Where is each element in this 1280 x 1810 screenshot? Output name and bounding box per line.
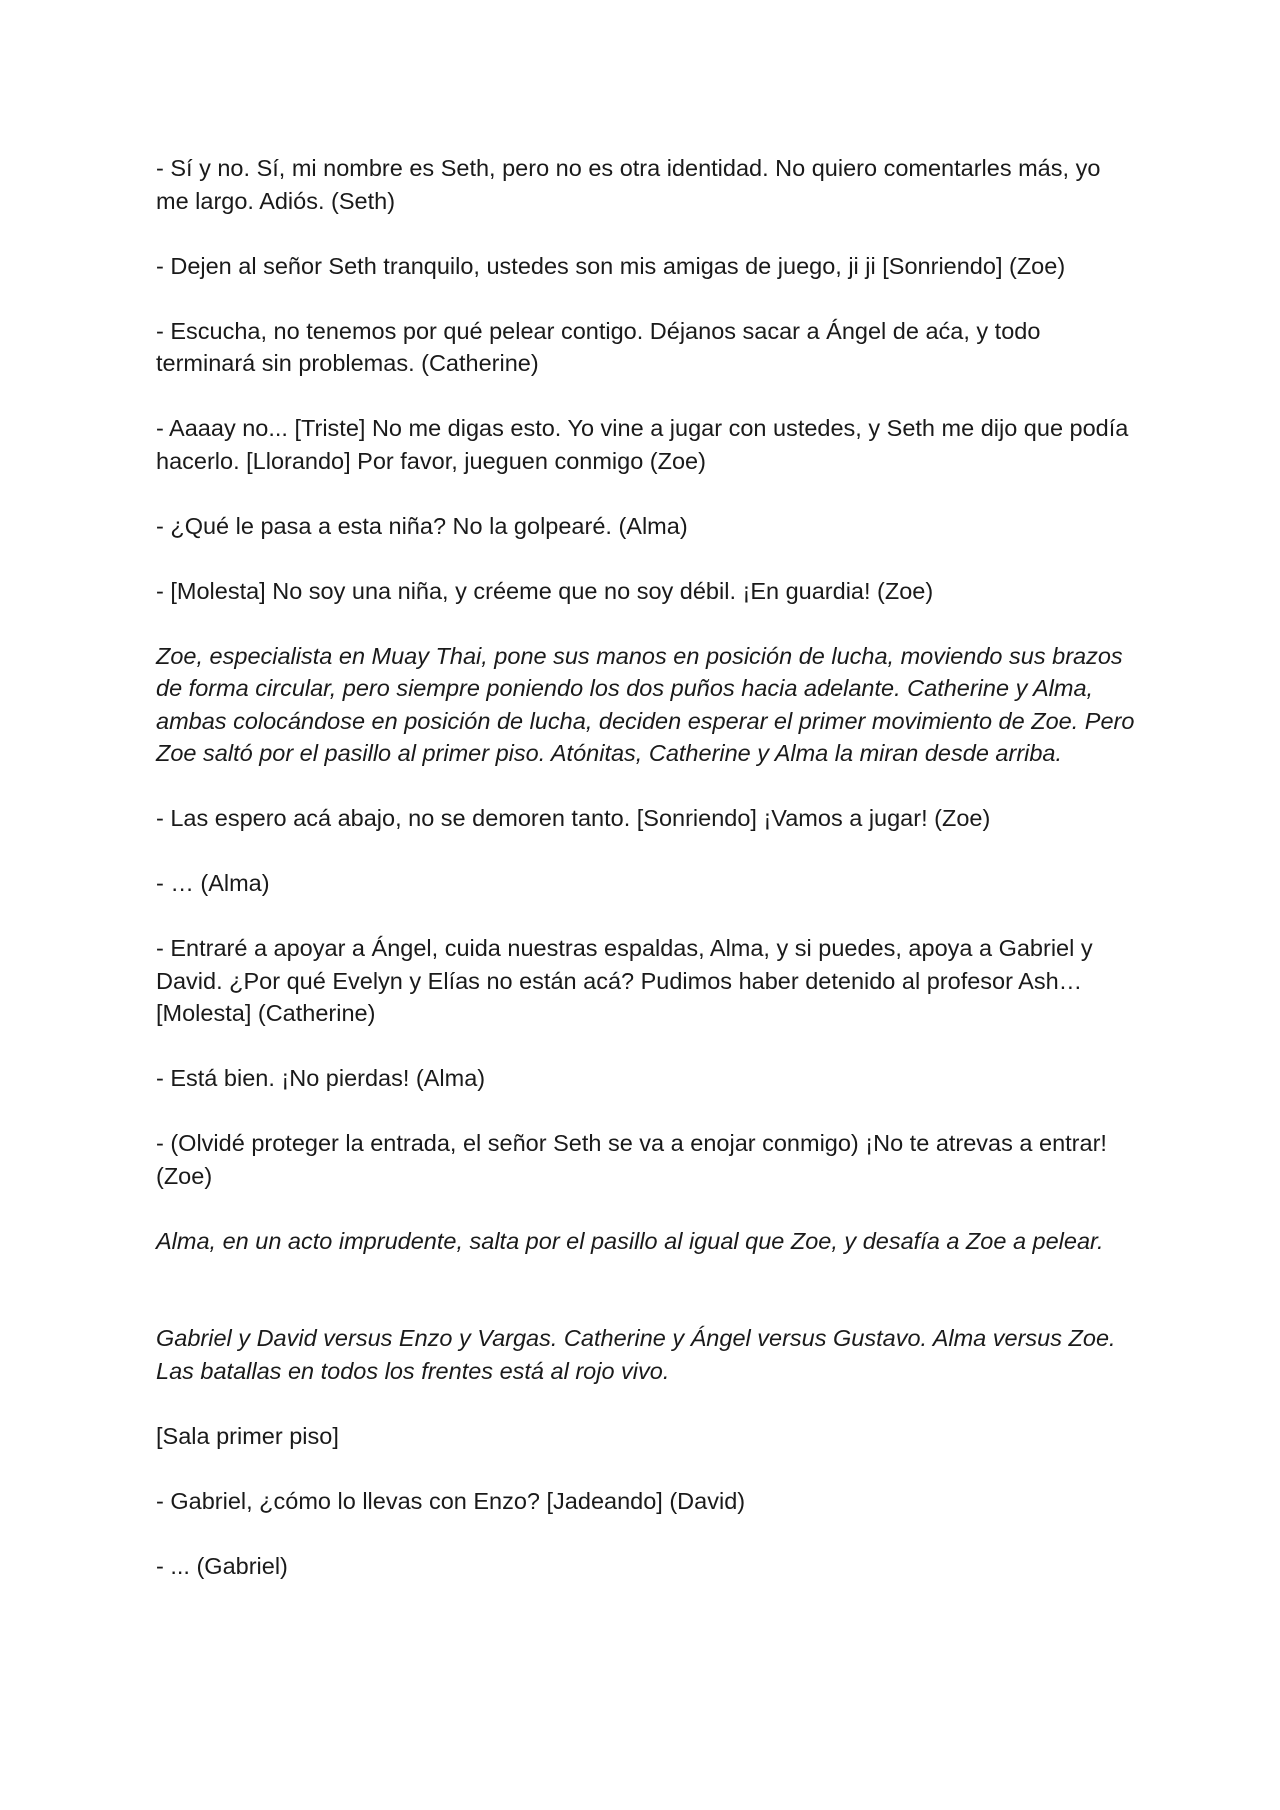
dialogue-paragraph: - Aaaay no... [Triste] No me digas esto. Yo vine a jugar con ustedes, y Seth me dijo que podía hacerlo. [Llorando] Por favor, jueguen conmigo (Zoe) (156, 415, 1129, 474)
narration-paragraph: Alma, en un acto imprudente, salta por el pasillo al igual que Zoe, y desafía a Zoe a pelear. (156, 1227, 1104, 1254)
dialogue-paragraph: - Escucha, no tenemos por qué pelear contigo. Déjanos sacar a Ángel de aća, y todo terminará sin problemas. (Catherine) (156, 317, 1041, 376)
dialogue-paragraph: - [Molesta] No soy una niña, y créeme que no soy débil. ¡En guardia! (Zoe) (156, 577, 934, 604)
dialogue-paragraph: - ... (Gabriel) (156, 1552, 288, 1579)
document-body (156, 152, 1136, 1615)
dialogue-paragraph: - (Olvidé proteger la entrada, el señor Seth se va a enojar conmigo) ¡No te atrevas a entrar! (Zoe) (156, 1130, 1107, 1189)
dialogue-paragraph: - Las espero acá abajo, no se demoren tanto. [Sonriendo] ¡Vamos a jugar! (Zoe) (156, 805, 991, 831)
dialogue-paragraph: - Sí y no. Sí, mi nombre es Seth, pero no es otra identidad. No quiero comentarles más, yo me largo. Adiós. (Seth) (156, 155, 1101, 214)
dialogue-paragraph: - … (Alma) (156, 870, 270, 896)
dialogue-paragraph: - Dejen al señor Seth tranquilo, ustedes son mis amigas de juego, ji ji [Sonriendo] (Zoe) (156, 252, 1066, 279)
narration-paragraph: Zoe, especialista en Muay Thai, pone sus manos en posición de lucha, moviendo sus brazos de forma circular, pero siempre poniendo los dos puños hacia adelante. Catherine y Alma, ambas colocándose en posición de lucha, deciden esperar el primer movimiento de Zoe. Pero Zoe saltó por el pasillo al primer piso. Atónitas, Catherine y Alma la miran desde arriba. (156, 642, 1135, 766)
dialogue-paragraph: - ¿Qué le pasa a esta niña? No la golpearé. (Alma) (156, 512, 688, 539)
dialogue-paragraph: - Gabriel, ¿cómo lo llevas con Enzo? [Jadeando] (David) (156, 1487, 746, 1514)
dialogue-paragraph: - Está bien. ¡No pierdas! (Alma) (156, 1065, 486, 1091)
narration-paragraph: Gabriel y David versus Enzo y Vargas. Catherine y Ángel versus Gustavo. Alma versus Zoe. Las batallas en todos los frentes está al rojo vivo. (156, 1325, 1116, 1384)
dialogue-paragraph: - Entraré a apoyar a Ángel, cuida nuestras espaldas, Alma, y si puedes, apoya a Gabriel y David. ¿Por qué Evelyn y Elías no están acá? Pudimos haber detenido al profesor Ash… [Molesta] (Catherine) (156, 935, 1093, 1026)
scene-heading: [Sala primer piso] (156, 1422, 339, 1449)
